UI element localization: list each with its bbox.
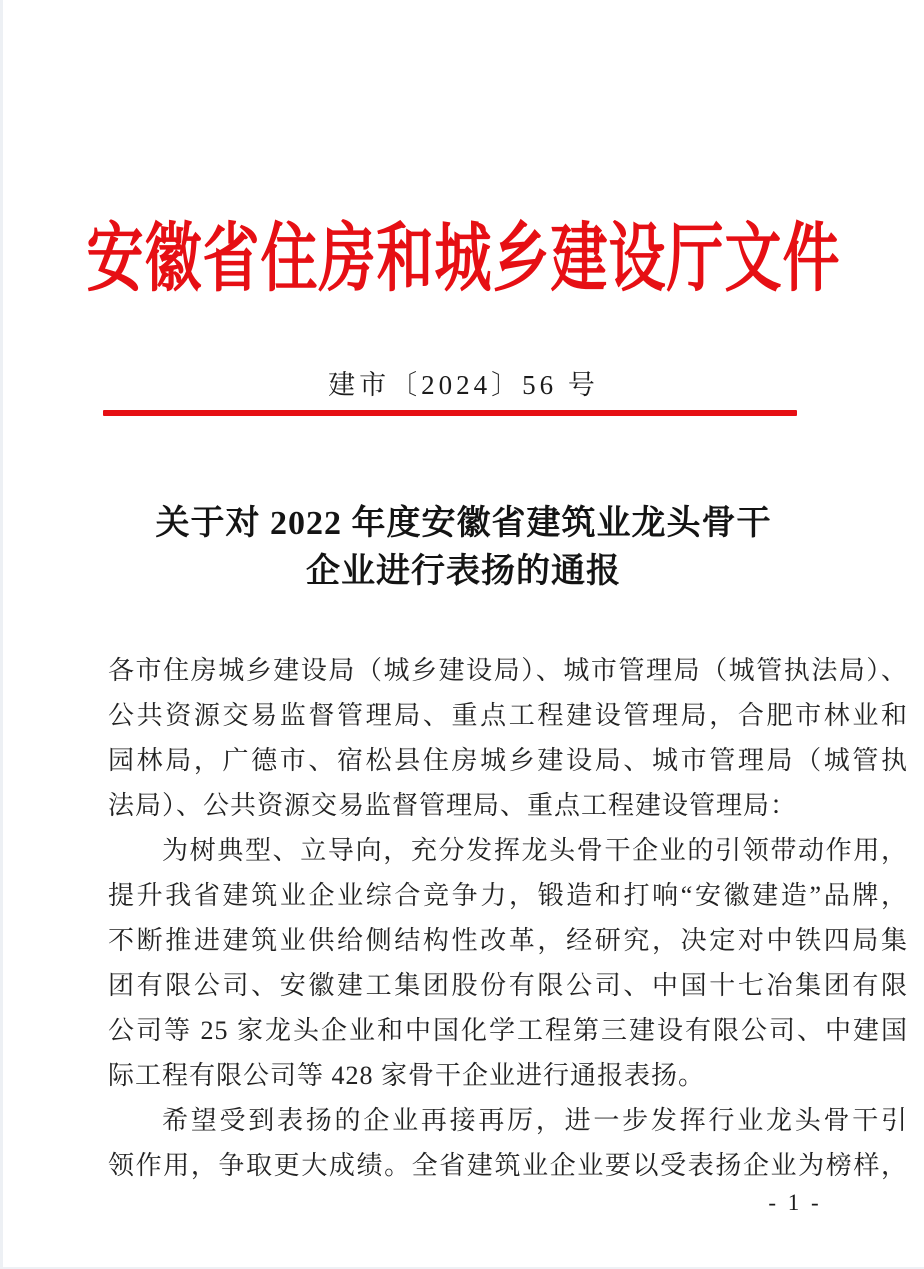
body-line: 法局）、公共资源交易监督管理局、重点工程建设管理局：	[108, 791, 798, 820]
body-line: 团有限公司、安徽建工集团股份有限公司、中国十七冶集团有限	[108, 971, 908, 1000]
body-line: 不断推进建筑业供给侧结构性改革，经研究，决定对中铁四局集	[108, 926, 908, 955]
body-line: 际工程有限公司等 428 家骨干企业进行通报表扬。	[108, 1061, 706, 1090]
document-title	[3, 500, 924, 596]
body-line: 公共资源交易监督管理局、重点工程建设管理局，合肥市林业和	[108, 701, 908, 730]
page-number: - 1 -	[768, 1190, 822, 1215]
body-line: 领作用，争取更大成绩。全省建筑业企业要以受表扬企业为榜样，	[108, 1151, 908, 1180]
body-line: 提升我省建筑业企业综合竞争力，锻造和打响“安徽建造”品牌，	[108, 881, 908, 910]
body-line: 各市住房城乡建设局（城乡建设局）、城市管理局（城管执法局）、	[108, 656, 908, 685]
document-number: 建市〔2024〕56 号	[328, 370, 599, 400]
document-title-line1: 关于对 2022 年度安徽省建筑业龙头骨干	[155, 505, 772, 542]
body-line: 园林局，广德市、宿松县住房城乡建设局、城市管理局（城管执	[108, 746, 908, 775]
document-title-line2: 企业进行表扬的通报	[306, 553, 621, 590]
red-header-org-title: 安徽省住房和城乡建设厅文件	[86, 218, 841, 302]
body-line: 为树典型、立导向，充分发挥龙头骨干企业的引领带动作用，	[162, 836, 908, 865]
body-line: 公司等 25 家龙头企业和中国化学工程第三建设有限公司、中建国	[108, 1016, 908, 1045]
red-separator-line	[103, 410, 797, 416]
body-line: 希望受到表扬的企业再接再厉，进一步发挥行业龙头骨干引	[162, 1106, 908, 1135]
document-body	[108, 648, 908, 1188]
